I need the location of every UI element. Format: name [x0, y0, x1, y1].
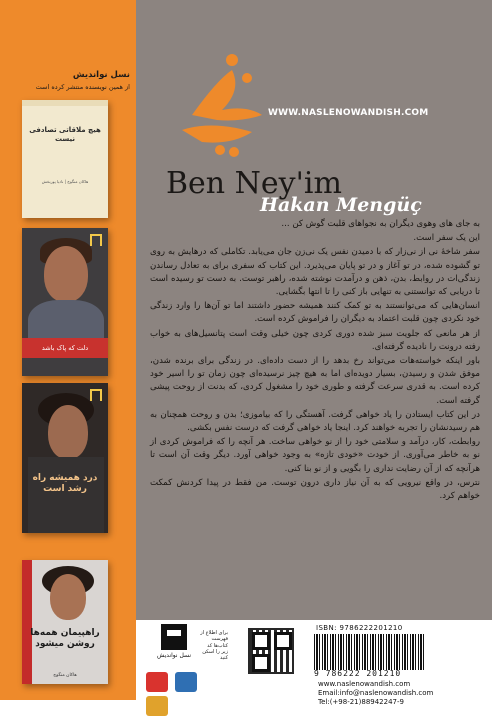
contact-phone: Tel:(+98-21)88942247-9	[318, 698, 404, 706]
portrait-face	[50, 574, 86, 620]
publisher-logo-text: نسل نواندیش	[156, 652, 192, 659]
badge-icon	[175, 672, 197, 692]
book-title: درد همیشه راه رشد است	[32, 473, 98, 494]
badge-icon	[146, 672, 168, 692]
contact-website: www.naslenowandish.com	[318, 680, 411, 688]
book-cover-3	[22, 383, 108, 533]
blurb-paragraph: نترس، در واقع نیرویی که به آن نیاز داری درون توست. من فقط در پیدا کردنش کمکت خواهم کرد.	[150, 477, 480, 502]
publisher-icon	[90, 234, 102, 246]
publisher-logo	[146, 624, 202, 670]
book-author: هاکان منگوچ | نادیا پوربخش	[41, 179, 89, 184]
certification-badges	[146, 672, 224, 694]
blurb-paragraph: انسان‌هایی که می‌توانستند به تو کمک کنند همیشه حضور داشتند اما تو آن‌ها را وارد زندگی خود نکردی چون قلبت اعتماد به دیگران را فراموش کرده است.	[150, 301, 480, 325]
book-cover-1	[22, 100, 108, 218]
portrait-face	[44, 246, 88, 302]
publisher-note-name: نسل نواندیش	[72, 70, 130, 80]
blurb-paragraph: به جای های وهوی دیگران به نجواهای قلبت گوش کن ...	[281, 219, 480, 229]
book-author: هاکان منگوچ	[53, 673, 77, 678]
contact-email: Email:info@naslenowandish.com	[318, 689, 434, 697]
book-title: هیچ ملاقاتی تصادفی نیست	[29, 126, 101, 144]
back-cover-blurb	[150, 218, 480, 504]
qr-finder-icon	[252, 632, 270, 650]
book-spine-stripe	[22, 560, 32, 684]
blurb-paragraph: در این کتاب ایستادن را یاد خواهی گرفت. آهستگی را که بیاموزی؛ بدن و روحت همچنان به هم رسیدنشان را تجربه خواهند کرد. اینجا یاد خواهی گرفت که درست نفس بکشی.	[150, 409, 480, 434]
blurb-paragraph: باور اینکه خواسته‌هات می‌تواند رخ بدهد را از دست داده‌ای. در زندگی برای برنده شدن، موفق شدن و رسیدن، بسیار دویده‌ای اما به هیچ چیز نرسیده‌ای چون زمان تو را اسیر خود کرده است. به قدری سرعت گرفته و طوری خود را مشغول کردی، که بدنت از روحت پیشی گرفته است.	[150, 356, 480, 406]
qr-finder-icon	[252, 654, 270, 672]
author-name-english: Hakan Mengüç	[260, 194, 422, 216]
website-url: WWW.NASLENOWANDISH.COM	[268, 108, 429, 118]
publisher-note	[10, 70, 130, 91]
portrait-face	[48, 405, 88, 459]
book-title-english: Ben Ney'im	[166, 166, 342, 201]
qr-finder-icon	[274, 632, 292, 650]
book-cover-stripe	[22, 100, 108, 106]
publisher-note-subtitle: از همین نویسنده منتشر کرده است	[35, 83, 130, 91]
barcode-icon	[314, 634, 424, 670]
portrait-body	[28, 457, 104, 533]
publisher-icon	[90, 389, 102, 401]
book-title: راهپیمان همه‌ها روشن میشود	[30, 628, 100, 649]
isbn-label: ISBN: 9786222201210	[316, 624, 403, 632]
scan-note: برای اطلاع از فهرست کتاب‌ها کد زیر را اسکن کنید	[200, 630, 228, 661]
badge-icon	[146, 696, 168, 716]
isbn-digits: 9 786222 201210	[314, 669, 402, 678]
publisher-logo-icon	[161, 624, 187, 650]
blurb-paragraph: از هر مانعی که جلویت سبز شده دوری کردی چون خیلی وقت است پتانسیل‌های به خواب رفته درونت را نادیده گرفته‌ای.	[150, 328, 480, 352]
blurb-paragraph: این یک سفر است.	[413, 233, 480, 244]
blurb-paragraph: سفر شاخهٔ نی از نی‌زار که با دمیدن نفس یک نی‌زن جان می‌یابد. تکاملی که درهایش به روی تو گشوده شده، در تو آغاز و در تو پایان می‌پذیرد. این کتاب که سفری برای به تعادل رساندن زندگی‌ات در روابط، بدن، ذهن و درآمدت نوشته شده، راهبر توست. به دست تو رسیده است تا دریابی که توانستنی به تنهایی باز کنی را تا انتها بگشایی.	[150, 247, 480, 298]
book-cover-2	[22, 228, 108, 376]
blurb-paragraph: روابطت، کار، درآمد و سلامتی خود را از نو خواهی ساخت. هر آنچه را که فراموش کردی از نو به خاطر می‌آوری. از خودت «خودی تازه» به وجود خواهی آورد. دیگر وقت آن است تا هرآنچه که از آن رضایت نداری را بگویی و از نو بنا کنی.	[150, 437, 480, 474]
book-cover-4	[22, 560, 108, 684]
book-title-band: دلت که پاک باشد	[22, 338, 108, 358]
ney-calligraphy-logo	[162, 20, 282, 180]
